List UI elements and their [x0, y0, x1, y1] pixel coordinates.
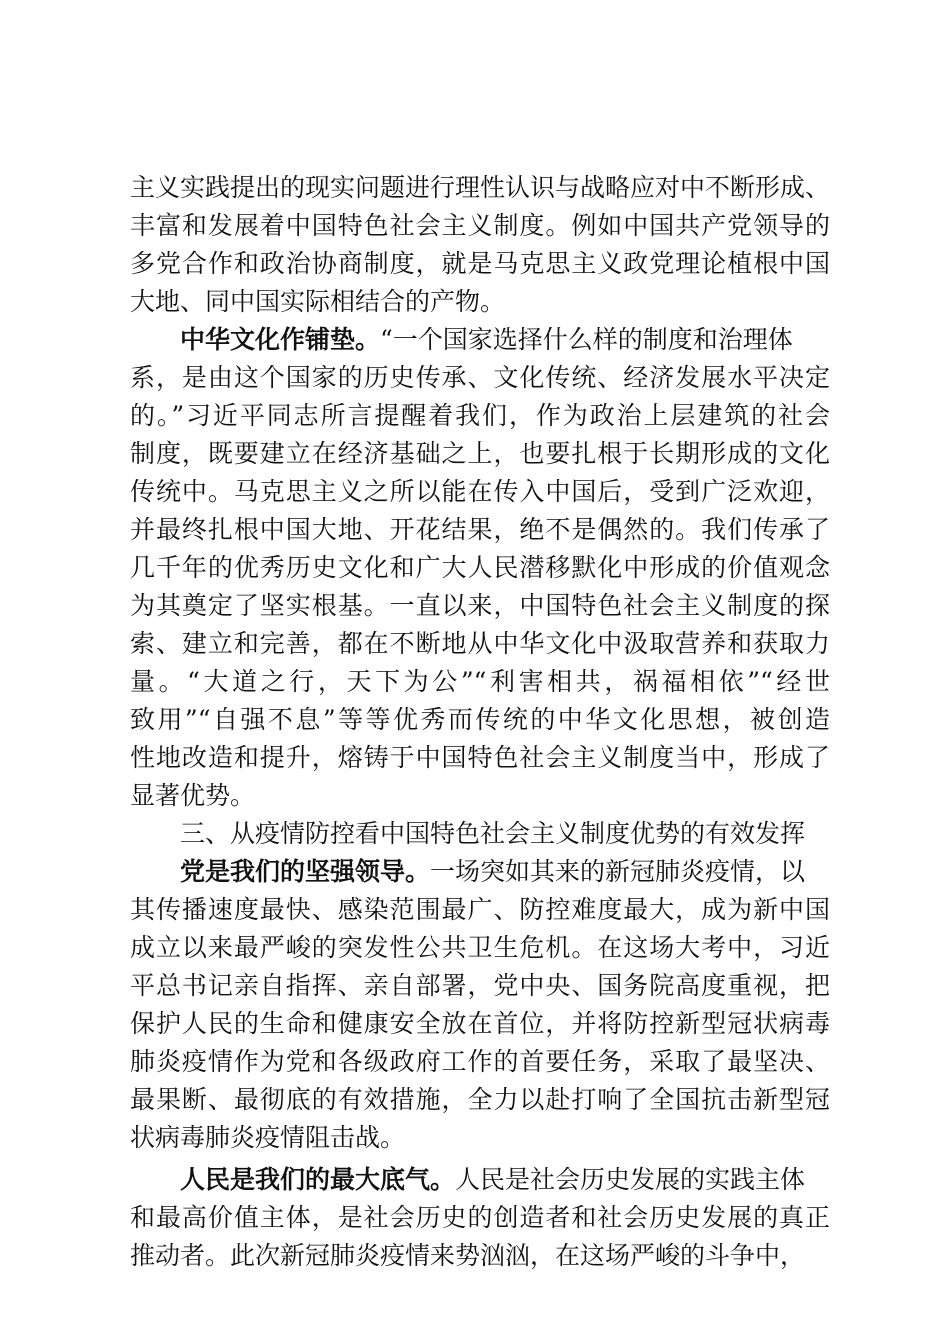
text-line: 性地改造和提升，熔铸于中国特色社会主义制度当中，形成了	[130, 743, 830, 772]
paragraph-first-line	[180, 322, 830, 358]
paragraph-first-line	[180, 1162, 830, 1198]
paragraph-first-line	[180, 854, 830, 890]
text-line: 状病毒肺炎疫情阻击战。	[130, 1123, 406, 1152]
text-line: 量。“大道之行，天下为公”“利害相共，祸福相依”“经世	[130, 667, 830, 696]
text-line: 丰富和发展着中国特色社会主义制度。例如中国共产党领导的	[130, 211, 830, 240]
text-line: 成立以来最严峻的突发性公共卫生危机。在这场大考中，习近	[130, 933, 830, 962]
text-line: 为其奠定了坚实根基。一直以来，中国特色社会主义制度的探	[130, 591, 830, 620]
text-line: 传统中。马克思主义之所以能在传入中国后，受到广泛欢迎，	[130, 477, 830, 506]
text-line: 和最高价值主体，是社会历史的创造者和社会历史发展的真正	[130, 1203, 830, 1232]
text-line: 几千年的优秀历史文化和广大人民潜移默化中形成的价值观念	[130, 553, 830, 582]
text-line: 致用”“自强不息”等等优秀而传统的中华文化思想，被创造	[130, 705, 830, 734]
paragraph-first-rest: “一个国家选择什么样的制度和治理体	[380, 325, 793, 354]
section-heading: 三、从疫情防控看中国特色社会主义制度优势的有效发挥	[180, 819, 806, 848]
text-line: 大地、同中国实际相结合的产物。	[130, 287, 506, 316]
paragraph-first-rest: 人民是社会历史发展的实践主体	[455, 1165, 806, 1194]
text-line: 肺炎疫情作为党和各级政府工作的首要任务，采取了最坚决、	[130, 1047, 830, 1076]
text-line: 主义实践提出的现实问题进行理性认识与战略应对中不断形成、	[130, 173, 831, 202]
text-line: 显著优势。	[130, 781, 256, 810]
text-line: 平总书记亲自指挥、亲自部署，党中央、国务院高度重视，把	[130, 971, 830, 1000]
text-line: 索、建立和完善，都在不断地从中华文化中汲取营养和获取力	[130, 629, 830, 658]
text-line: 并最终扎根中国大地、开花结果，绝不是偶然的。我们传承了	[130, 515, 830, 544]
paragraph-lead-bold: 人民是我们的最大底气。	[180, 1165, 456, 1194]
text-line: 的。”习近平同志所言提醒着我们，作为政治上层建筑的社会	[130, 401, 830, 430]
text-line: 多党合作和政治协商制度，就是马克思主义政党理论植根中国	[130, 249, 830, 278]
paragraph-lead-bold: 中华文化作铺垫。	[180, 325, 381, 354]
paragraph-lead-bold: 党是我们的坚强领导。	[180, 857, 431, 886]
text-line: 制度，既要建立在经济基础之上，也要扎根于长期形成的文化	[130, 439, 830, 468]
text-line: 推动者。此次新冠肺炎疫情来势汹汹，在这场严峻的斗争中，	[130, 1241, 806, 1270]
paragraph-first-rest: 一场突如其来的新冠肺炎疫情，以	[430, 857, 806, 886]
text-line: 最果断、最彻底的有效措施，全力以赴打响了全国抗击新型冠	[130, 1085, 830, 1114]
text-line: 其传播速度最快、感染范围最广、防控难度最大，成为新中国	[130, 895, 830, 924]
text-line: 系，是由这个国家的历史传承、文化传统、经济发展水平决定	[130, 363, 830, 392]
text-line: 保护人民的生命和健康安全放在首位，并将防控新型冠状病毒	[130, 1009, 830, 1038]
